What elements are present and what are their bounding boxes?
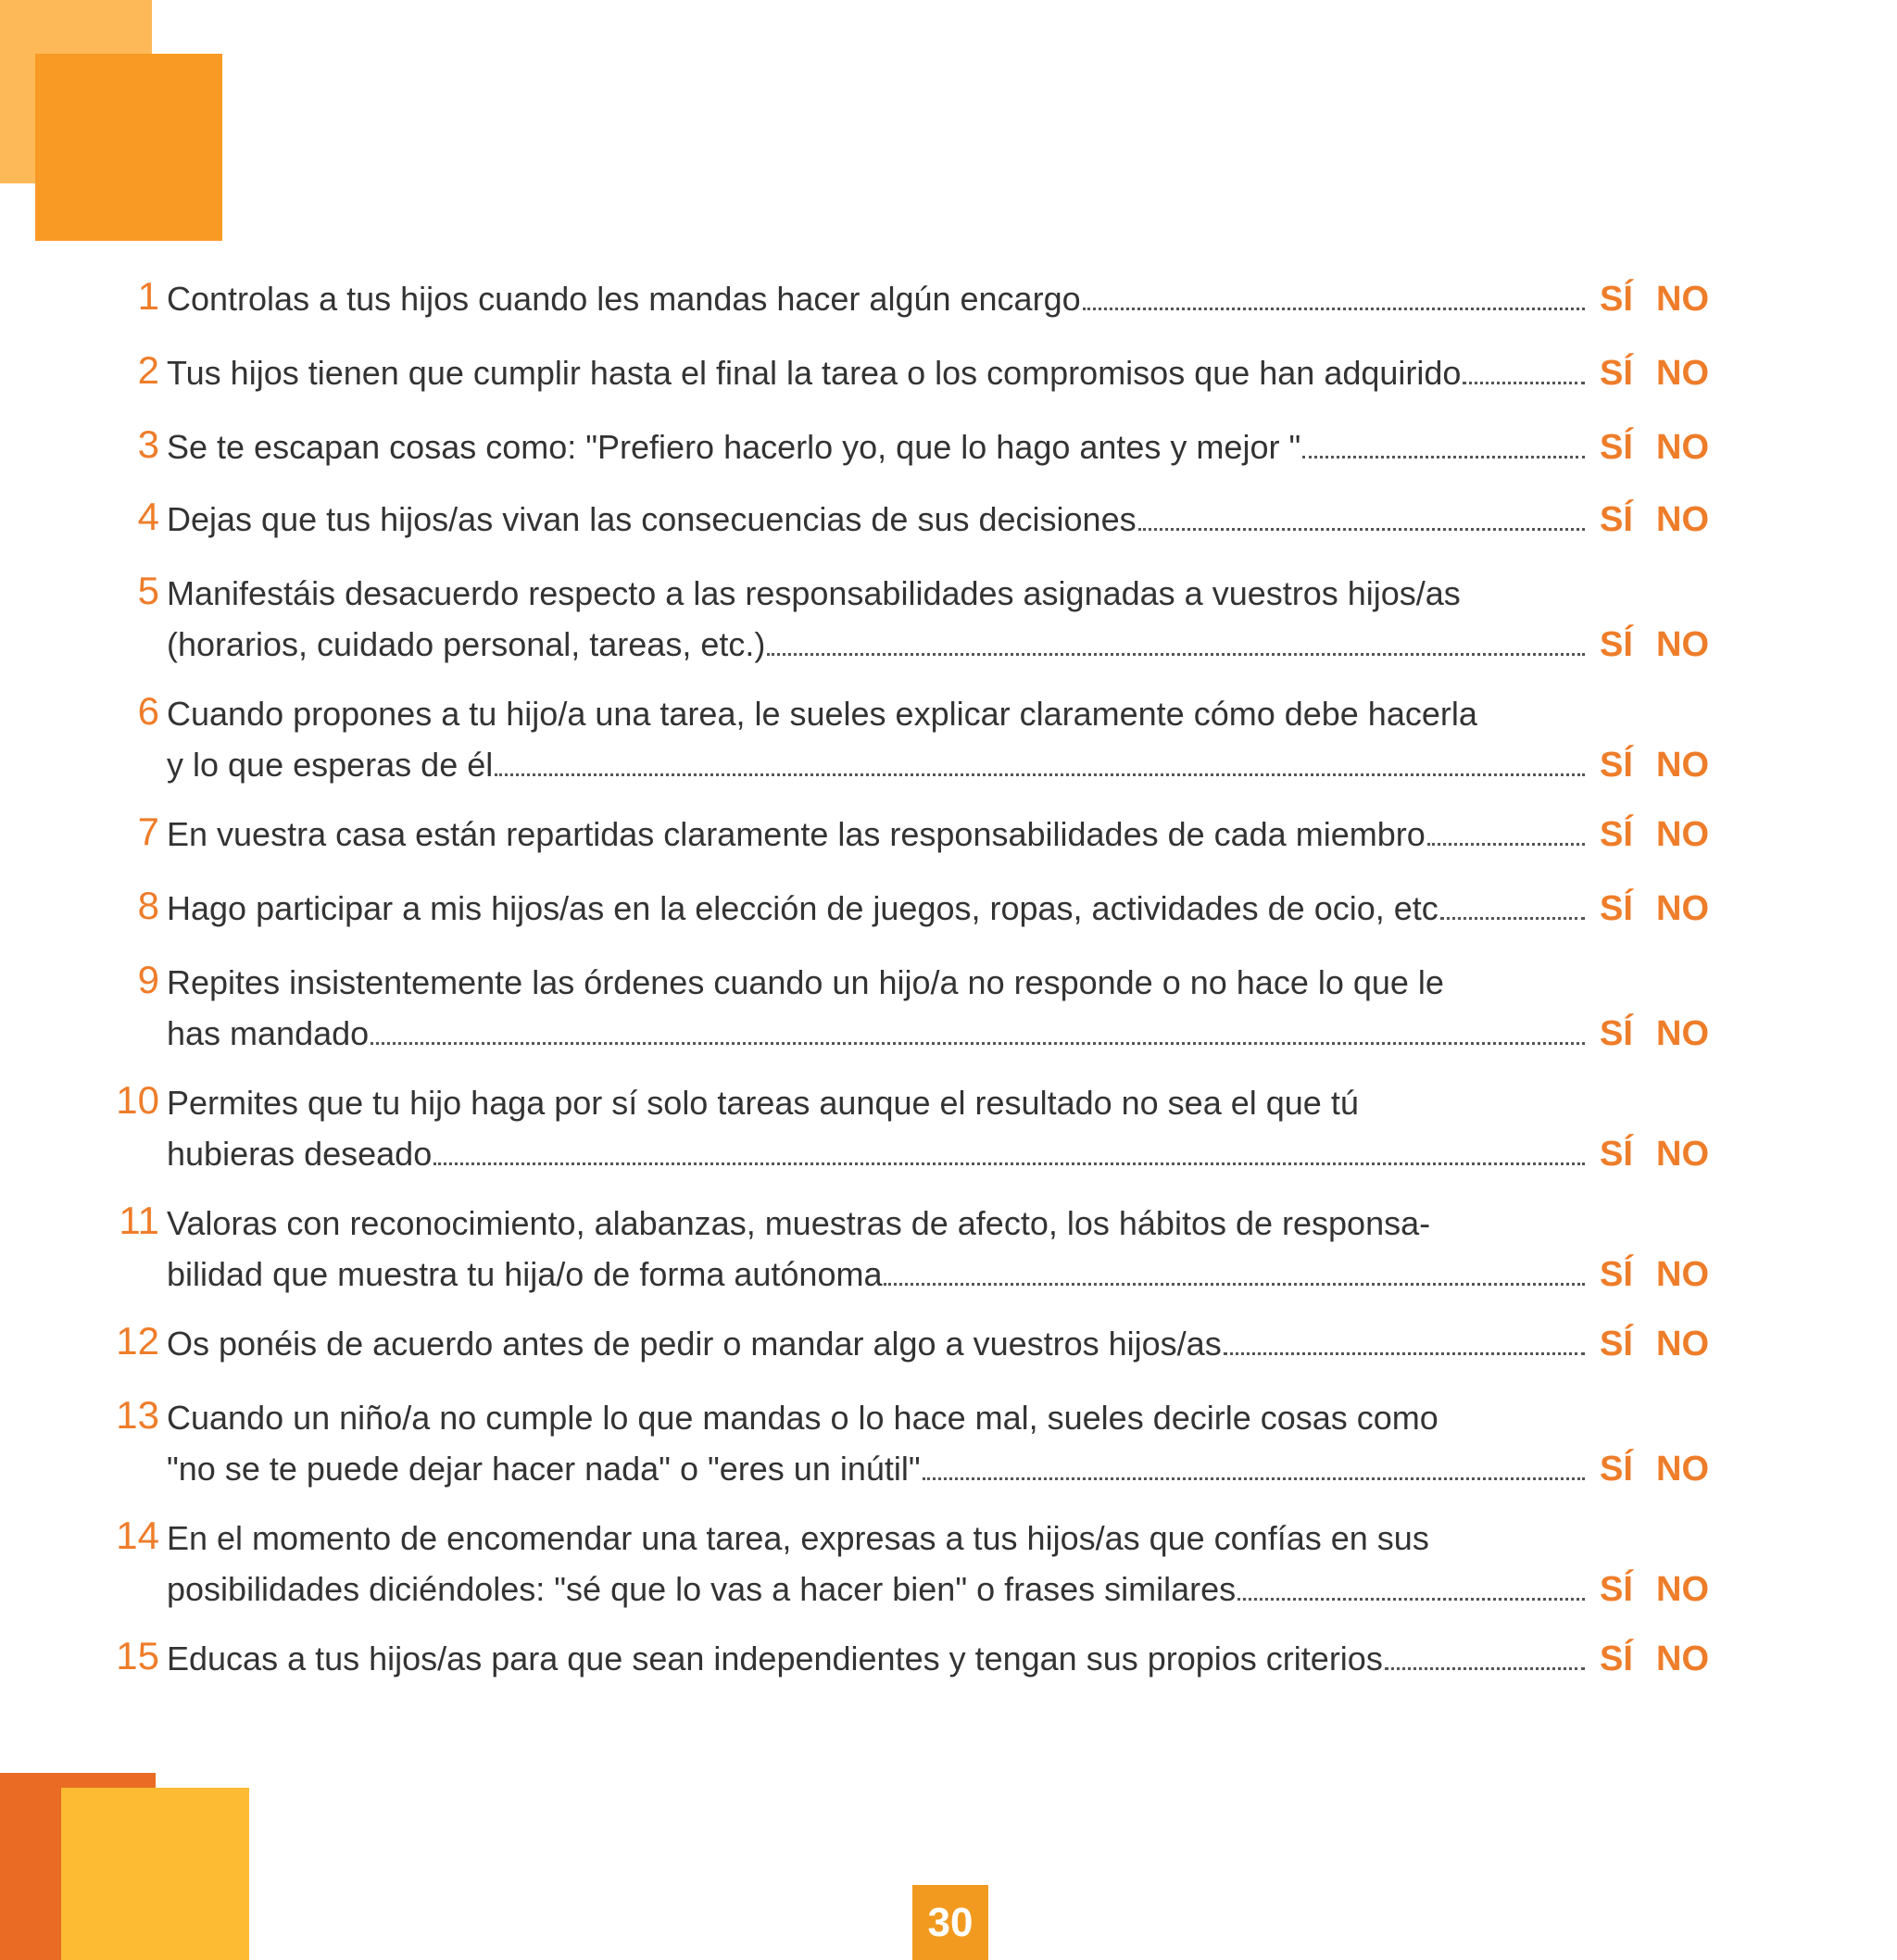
question-answer-row [167, 1443, 1709, 1495]
answer-no-option[interactable]: NO [1656, 815, 1709, 854]
decorative-square-top-left-front [35, 54, 222, 241]
answer-no-option[interactable]: NO [1656, 280, 1709, 319]
dotted-leader [495, 773, 1585, 776]
question-answer-row [167, 1633, 1709, 1685]
dotted-leader [1385, 1667, 1585, 1670]
question-text: Cuando un niño/a no cumple lo que mandas o lo hace mal, sueles decirle cosas como [167, 1399, 1438, 1437]
answer-no-option[interactable]: NO [1656, 1325, 1709, 1363]
answer-options [1600, 1444, 1709, 1495]
dotted-leader [923, 1477, 1585, 1480]
dotted-leader [1224, 1352, 1585, 1355]
answer-no-option[interactable]: NO [1656, 1014, 1709, 1053]
answer-yes-option[interactable]: SÍ [1600, 1450, 1633, 1489]
question-body [167, 957, 1709, 1060]
answer-yes-option[interactable]: SÍ [1600, 280, 1633, 319]
question-text: hubieras deseado [167, 1135, 433, 1173]
question-body [167, 1513, 1709, 1615]
question-number: 4 [137, 495, 159, 538]
question-text: (horarios, cuidado personal, tareas, etc.) [167, 625, 766, 663]
question-number: 14 [116, 1514, 159, 1557]
answer-no-option[interactable]: NO [1656, 1255, 1709, 1294]
answer-yes-option[interactable]: SÍ [1600, 1255, 1633, 1294]
question-text: Manifestáis desacuerdo respecto a las responsabilidades asignadas a vuestros hijos/as [167, 574, 1461, 612]
dotted-leader [433, 1162, 1585, 1165]
question-answer-row [167, 494, 1709, 546]
dotted-leader [1440, 917, 1585, 920]
question-number: 6 [137, 689, 159, 733]
question-body [167, 883, 1709, 935]
question-answer-row [167, 739, 1709, 791]
question-text: posibilidades diciéndoles: "sé que lo vas a hacer bien" o frases similares [167, 1570, 1237, 1608]
question-number: 13 [116, 1393, 159, 1437]
question-answer-row [167, 1318, 1709, 1370]
question-answer-row [167, 809, 1709, 861]
page-number: 30 [912, 1885, 988, 1960]
answer-yes-option[interactable]: SÍ [1600, 746, 1633, 785]
question-number: 3 [137, 422, 159, 466]
answer-options [1600, 1319, 1709, 1370]
answer-no-option[interactable]: NO [1656, 1570, 1709, 1609]
question-body [167, 1392, 1709, 1495]
answer-no-option[interactable]: NO [1656, 428, 1709, 467]
question-number: 1 [137, 274, 159, 318]
dotted-leader [371, 1042, 1585, 1045]
question-answer-row [167, 619, 1709, 671]
answer-yes-option[interactable]: SÍ [1600, 1014, 1633, 1053]
question-number: 5 [137, 569, 159, 612]
question-body [167, 688, 1709, 791]
dotted-leader [1138, 528, 1585, 531]
question-answer-row [167, 1008, 1709, 1060]
answer-yes-option[interactable]: SÍ [1600, 625, 1633, 664]
answer-options [1600, 274, 1709, 325]
question-number: 7 [137, 810, 159, 853]
question-number: 11 [119, 1199, 159, 1242]
answer-yes-option[interactable]: SÍ [1600, 354, 1633, 393]
answer-options [1600, 1564, 1709, 1615]
dotted-leader [1427, 843, 1585, 846]
question-answer-row [167, 347, 1709, 399]
question-text: Os ponéis de acuerdo antes de pedir o mandar algo a vuestros hijos/as [167, 1325, 1222, 1363]
question-body [167, 1633, 1709, 1685]
question-text: En vuestra casa están repartidas claramente las responsabilidades de cada miembro [167, 815, 1426, 853]
dotted-leader [1302, 456, 1585, 459]
question-number: 15 [116, 1634, 159, 1677]
answer-options [1600, 740, 1709, 791]
question-text: Educas a tus hijos/as para que sean independientes y tengan sus propios criterios [167, 1640, 1383, 1677]
question-text: Repites insistentemente las órdenes cuando un hijo/a no responde o no hace lo que le [167, 963, 1444, 1001]
question-number: 9 [137, 958, 159, 1001]
question-answer-row [167, 421, 1709, 473]
answer-no-option[interactable]: NO [1656, 889, 1709, 928]
answer-yes-option[interactable]: SÍ [1600, 1570, 1633, 1609]
question-text: Hago participar a mis hijos/as en la elección de juegos, ropas, actividades de ocio, etc [167, 889, 1438, 927]
question-body [167, 1077, 1709, 1180]
question-answer-row [167, 273, 1709, 325]
question-number: 2 [137, 348, 159, 392]
answer-options [1600, 495, 1709, 546]
answer-yes-option[interactable]: SÍ [1600, 1640, 1633, 1678]
question-body [167, 494, 1709, 546]
question-text: Se te escapan cosas como: "Prefiero hacerlo yo, que lo hago antes y mejor " [167, 428, 1301, 466]
answer-no-option[interactable]: NO [1656, 625, 1709, 664]
question-text: Cuando propones a tu hijo/a una tarea, le sueles explicar claramente cómo debe hacerla [167, 695, 1477, 733]
decorative-square-bottom-left-front [61, 1788, 249, 1960]
question-text: y lo que esperas de él [167, 746, 494, 784]
dotted-leader [1237, 1598, 1585, 1601]
answer-options [1600, 1250, 1709, 1300]
answer-options [1600, 810, 1709, 861]
dotted-leader [767, 653, 1585, 656]
question-body [167, 568, 1709, 671]
answer-options [1600, 884, 1709, 935]
question-body [167, 1198, 1709, 1300]
question-text: Valoras con reconocimiento, alabanzas, muestras de afecto, los hábitos de responsa- [167, 1204, 1431, 1242]
question-answer-row [167, 1128, 1709, 1180]
answer-options [1600, 422, 1709, 473]
question-body [167, 809, 1709, 861]
dotted-leader [1083, 308, 1585, 310]
dotted-leader [884, 1283, 1585, 1286]
answer-yes-option[interactable]: SÍ [1600, 428, 1633, 467]
answer-no-option[interactable]: NO [1656, 746, 1709, 785]
question-number: 10 [116, 1078, 159, 1122]
answer-no-option[interactable]: NO [1656, 1135, 1709, 1174]
answer-yes-option[interactable]: SÍ [1600, 1325, 1633, 1363]
answer-no-option[interactable]: NO [1656, 1640, 1709, 1678]
question-text: Controlas a tus hijos cuando les mandas hacer algún encargo [167, 280, 1081, 318]
question-body [167, 421, 1709, 473]
question-answer-row [167, 1249, 1709, 1300]
question-number: 8 [137, 884, 159, 927]
question-text: Dejas que tus hijos/as vivan las consecuencias de sus decisiones [167, 500, 1137, 538]
answer-options [1600, 1009, 1709, 1060]
question-answer-row [167, 1564, 1709, 1615]
question-answer-row [167, 883, 1709, 935]
question-body [167, 1318, 1709, 1370]
answer-yes-option[interactable]: SÍ [1600, 889, 1633, 928]
answer-options [1600, 1129, 1709, 1180]
question-body [167, 273, 1709, 325]
answer-options [1600, 1634, 1709, 1685]
question-text: has mandado [167, 1014, 370, 1052]
answer-no-option[interactable]: NO [1656, 500, 1709, 539]
answer-yes-option[interactable]: SÍ [1600, 1135, 1633, 1174]
question-text: "no se te puede dejar hacer nada" o "eres un inútil" [167, 1450, 921, 1488]
dotted-leader [1463, 382, 1585, 384]
answer-yes-option[interactable]: SÍ [1600, 500, 1633, 539]
answer-yes-option[interactable]: SÍ [1600, 815, 1633, 854]
question-text: En el momento de encomendar una tarea, expresas a tus hijos/as que confías en sus [167, 1519, 1429, 1557]
question-number: 12 [116, 1319, 159, 1363]
answer-options [1600, 348, 1709, 399]
question-body [167, 347, 1709, 399]
answer-no-option[interactable]: NO [1656, 354, 1709, 393]
question-text: Tus hijos tienen que cumplir hasta el final la tarea o los compromisos que han adquirido [167, 354, 1462, 392]
question-text: Permites que tu hijo haga por sí solo tareas aunque el resultado no sea el que tú [167, 1084, 1359, 1122]
answer-no-option[interactable]: NO [1656, 1450, 1709, 1489]
question-text: bilidad que muestra tu hija/o de forma autónoma [167, 1255, 883, 1293]
answer-options [1600, 620, 1709, 671]
